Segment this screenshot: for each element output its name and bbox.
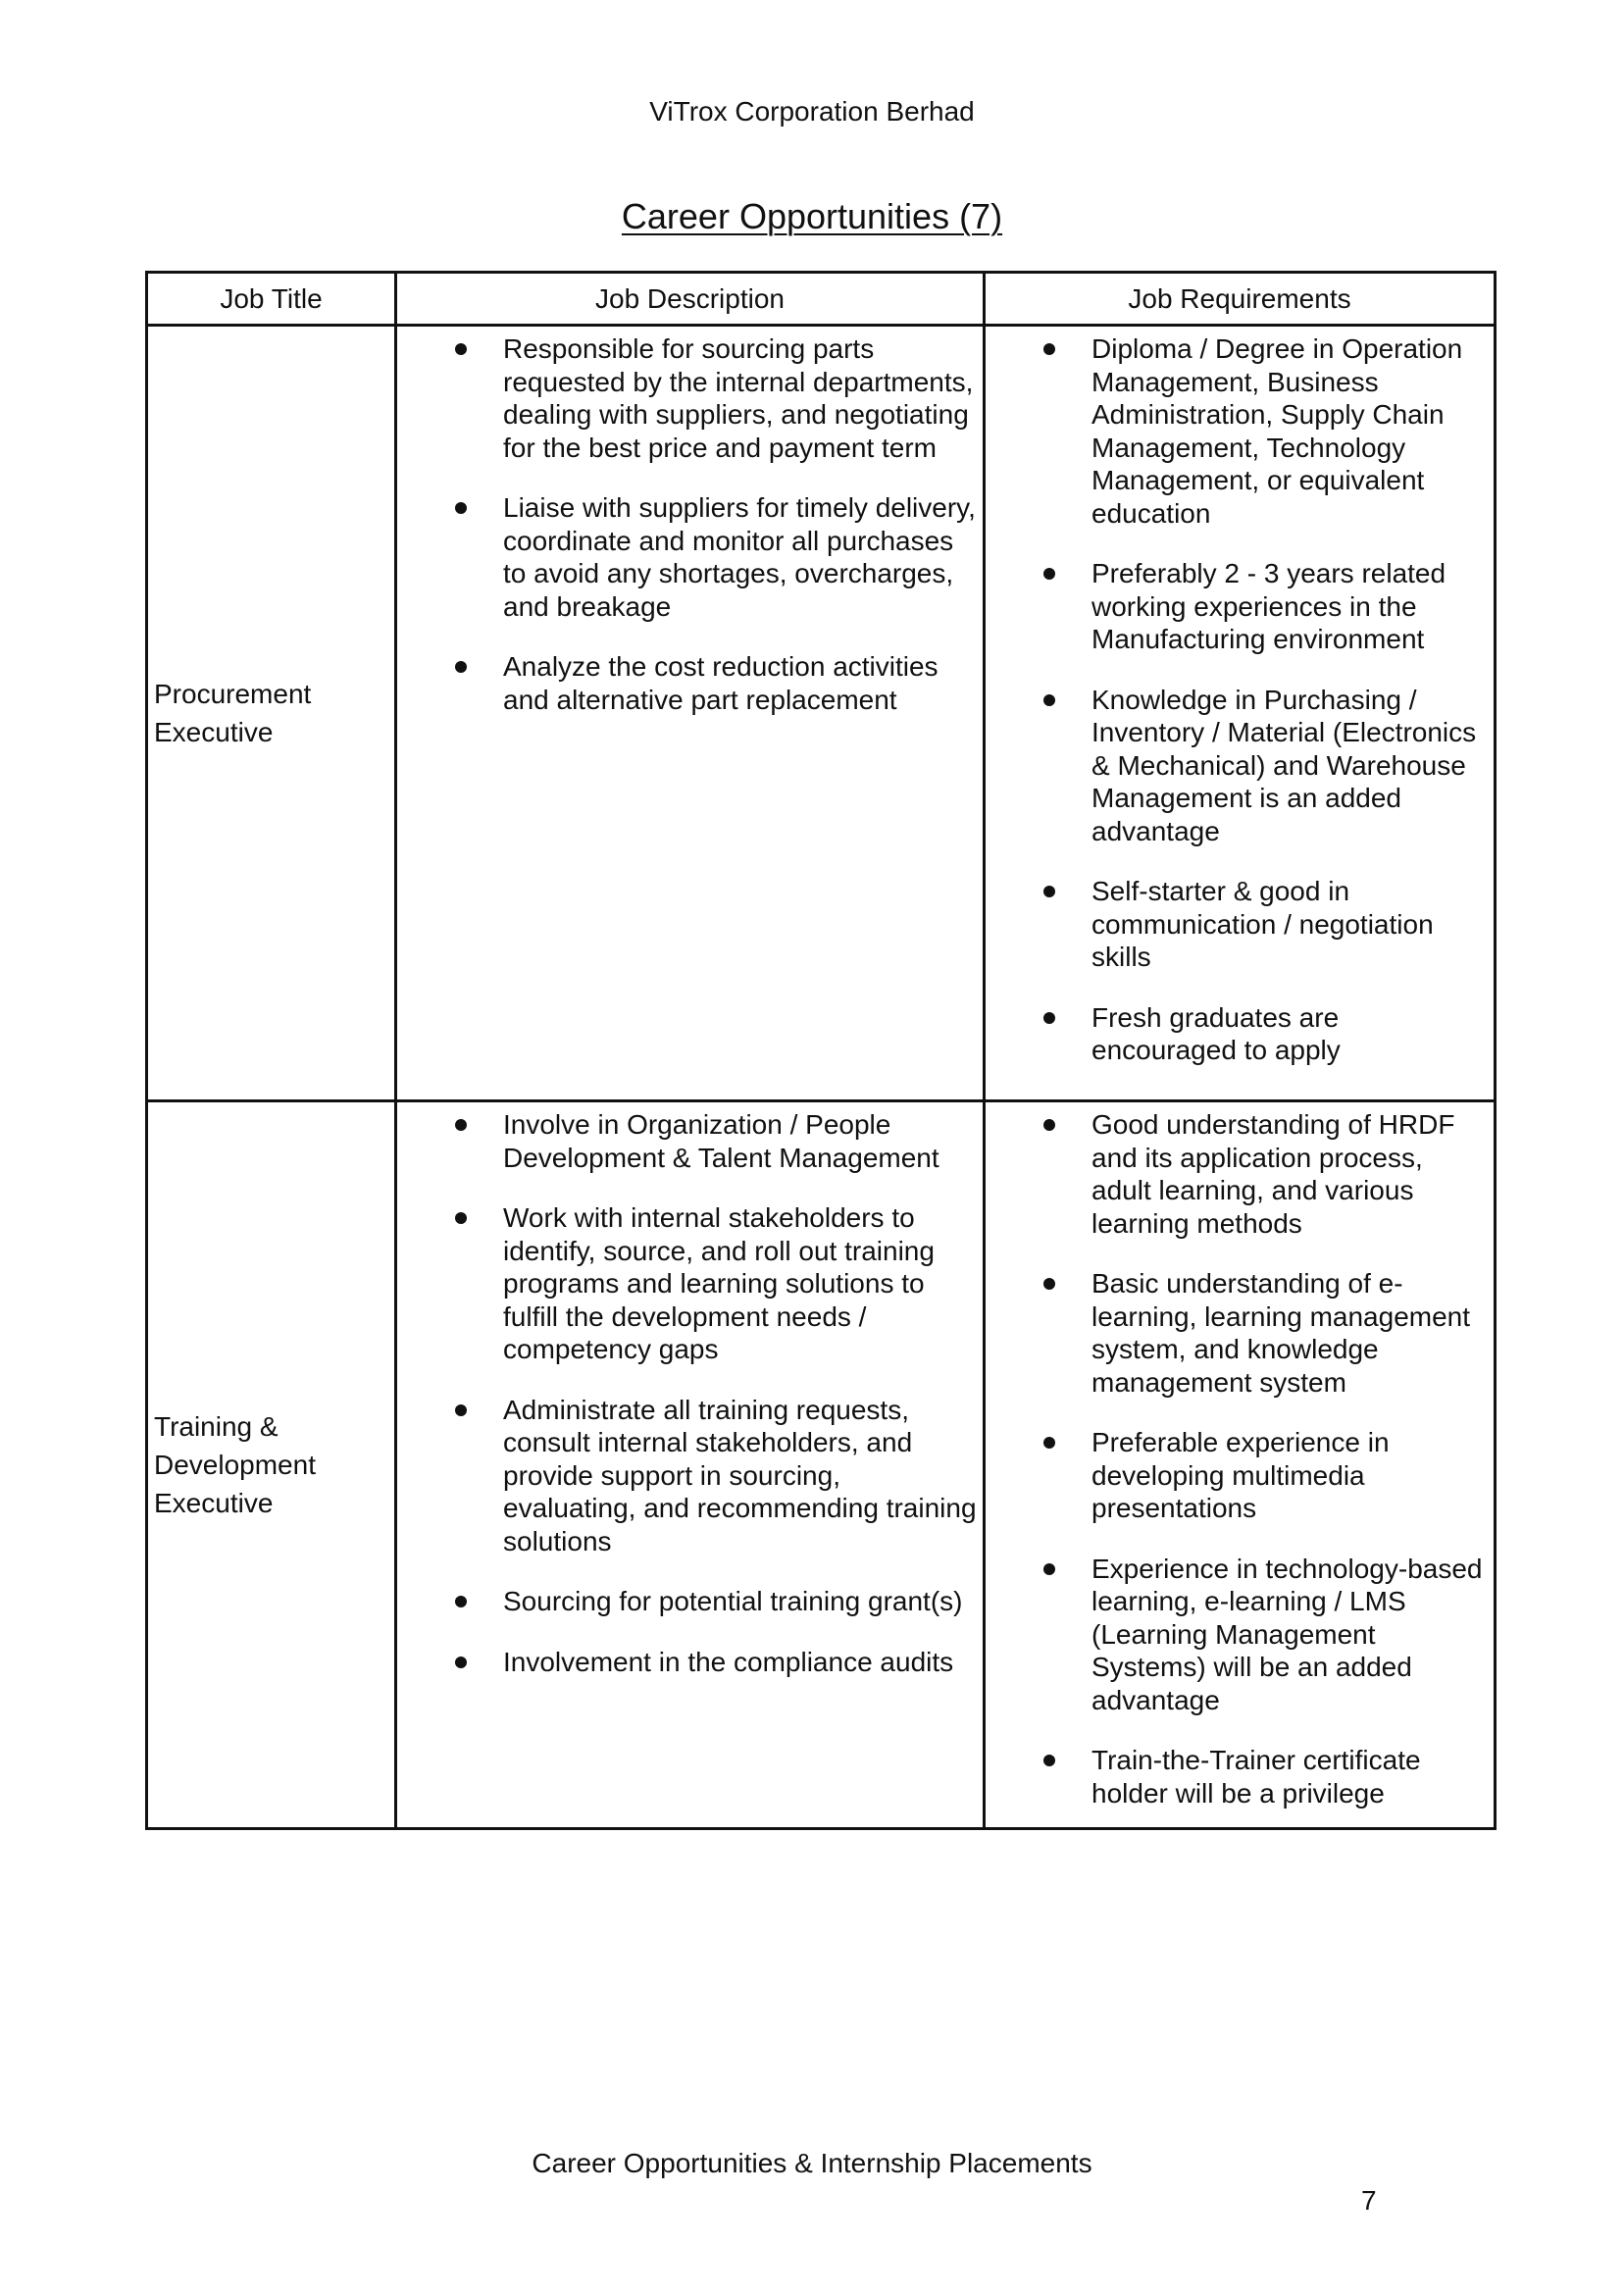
table-row-training-development-executive <box>147 1101 1496 1829</box>
page-title-text: Career Opportunities (7) <box>621 196 1003 236</box>
requirements-list <box>986 332 1488 1067</box>
job-requirements-cell <box>985 1101 1496 1829</box>
job-description-cell <box>396 326 985 1101</box>
table-header-row <box>147 273 1496 326</box>
requirement-item: Train-the-Trainer certificate holder will be a privilege <box>986 1744 1488 1810</box>
job-description-cell <box>396 1101 985 1829</box>
table-row-procurement-executive <box>147 326 1496 1101</box>
requirement-item: Knowledge in Purchasing / Inventory / Material (Electronics & Mechanical) and Warehouse Management is an added advantage <box>986 684 1488 848</box>
description-item: Involve in Organization / People Development & Talent Management <box>397 1108 977 1174</box>
job-title-cell: Training & Development Executive <box>147 1101 396 1829</box>
description-item: Liaise with suppliers for timely delivery, coordinate and monitor all purchases to avoid any shortages, overcharges, and breakage <box>397 491 977 623</box>
requirement-item: Fresh graduates are encouraged to apply <box>986 1001 1488 1067</box>
description-list <box>397 1108 977 1678</box>
column-header-job-description: Job Description <box>396 273 985 326</box>
description-item: Administrate all training requests, consult internal stakeholders, and provide support in sourcing, evaluating, and recommending training solutions <box>397 1394 977 1558</box>
page-title <box>0 196 1624 237</box>
job-title-cell: Procurement Executive <box>147 326 396 1101</box>
column-header-job-title: Job Title <box>147 273 396 326</box>
requirement-item: Preferable experience in developing multimedia presentations <box>986 1426 1488 1525</box>
requirement-item: Self-starter & good in communication / negotiation skills <box>986 875 1488 974</box>
column-header-job-requirements: Job Requirements <box>985 273 1496 326</box>
requirement-item: Basic understanding of e-learning, learning management system, and knowledge management system <box>986 1267 1488 1399</box>
description-item: Work with internal stakeholders to identify, source, and roll out training programs and learning solutions to fulfill the development needs / competency gaps <box>397 1201 977 1366</box>
requirement-item: Diploma / Degree in Operation Management, Business Administration, Supply Chain Management, Technology Management, or equivalent education <box>986 332 1488 530</box>
requirement-item: Good understanding of HRDF and its application process, adult learning, and various learning methods <box>986 1108 1488 1240</box>
company-header: ViTrox Corporation Berhad <box>649 96 975 127</box>
job-requirements-cell <box>985 326 1496 1101</box>
requirements-list <box>986 1108 1488 1810</box>
description-list <box>397 332 977 716</box>
career-opportunities-table <box>145 271 1497 1830</box>
page-footer: Career Opportunities & Internship Placements <box>532 2148 1092 2178</box>
requirement-item: Preferably 2 - 3 years related working experiences in the Manufacturing environment <box>986 557 1488 656</box>
description-item: Involvement in the compliance audits <box>397 1646 977 1679</box>
requirement-item: Experience in technology-based learning, e-learning / LMS (Learning Management Systems) will be an added advantage <box>986 1553 1488 1717</box>
description-item: Responsible for sourcing parts requested by the internal departments, dealing with suppliers, and negotiating for the best price and payment term <box>397 332 977 464</box>
description-item: Sourcing for potential training grant(s) <box>397 1585 977 1618</box>
page-number: 7 <box>1361 2185 1377 2216</box>
description-item: Analyze the cost reduction activities and alternative part replacement <box>397 650 977 716</box>
